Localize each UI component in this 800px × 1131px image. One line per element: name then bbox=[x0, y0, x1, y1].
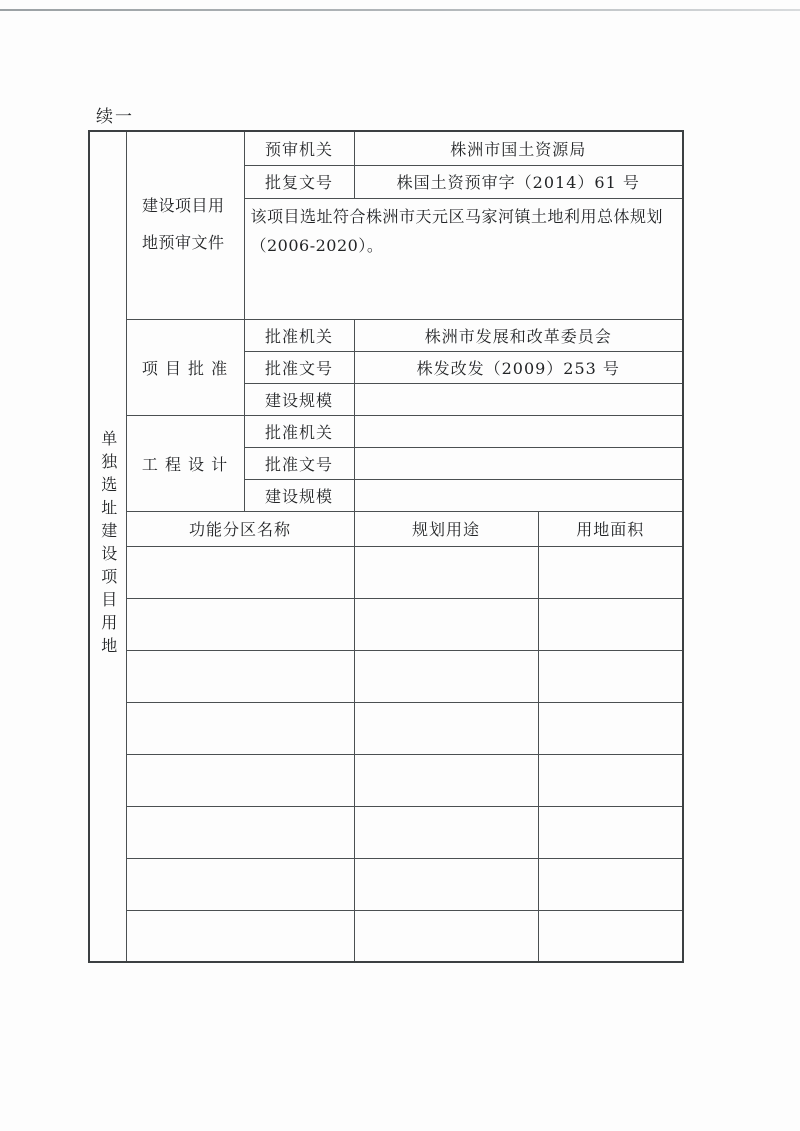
zone-empty-row bbox=[89, 546, 683, 598]
zone-planned-use-cell bbox=[354, 754, 538, 806]
project-approval-doc-number-field: 批准文号 bbox=[244, 351, 354, 383]
zone-land-area-cell bbox=[538, 598, 683, 650]
zone-empty-row bbox=[89, 858, 683, 910]
preliminary-review-agency-row bbox=[89, 131, 683, 165]
zone-empty-row bbox=[89, 754, 683, 806]
form-table-body bbox=[89, 131, 683, 962]
project-approval-scale-field: 建设规模 bbox=[244, 383, 354, 415]
zone-planned-use-cell bbox=[354, 910, 538, 962]
zone-empty-row bbox=[89, 702, 683, 754]
continuation-label: 续一 bbox=[96, 107, 134, 127]
zone-land-area-cell bbox=[538, 858, 683, 910]
zone-name-cell bbox=[126, 910, 354, 962]
section-engineering-design-label-cell bbox=[126, 415, 244, 511]
site-selection-remark: 该项目选址符合株洲市天元区马家河镇土地利用总体规划（2006-2020）。 bbox=[244, 198, 683, 319]
land-use-form-table bbox=[88, 130, 684, 963]
group-label-cell bbox=[89, 131, 126, 962]
zone-empty-row bbox=[89, 910, 683, 962]
zone-name-cell bbox=[126, 858, 354, 910]
engineering-design-doc-number-field: 批准文号 bbox=[244, 447, 354, 479]
preliminary-review-agency-value: 株洲市国土资源局 bbox=[354, 131, 683, 165]
zone-name-cell bbox=[126, 806, 354, 858]
engineering-design-scale-field: 建设规模 bbox=[244, 479, 354, 511]
zone-table-header-row bbox=[89, 511, 683, 546]
zone-land-area-cell bbox=[538, 806, 683, 858]
section-engineering-design-label: 工 程 设 计 bbox=[141, 454, 229, 474]
project-approval-agency-value: 株洲市发展和改革委员会 bbox=[354, 319, 683, 351]
section-project-approval-label: 项 目 批 准 bbox=[141, 358, 229, 378]
zone-header-land-area: 用地面积 bbox=[538, 511, 683, 546]
engineering-design-agency-value bbox=[354, 415, 683, 447]
zone-planned-use-cell bbox=[354, 702, 538, 754]
zone-planned-use-cell bbox=[354, 806, 538, 858]
zone-land-area-cell bbox=[538, 702, 683, 754]
group-label: 单独选址建设项目用地 bbox=[98, 429, 118, 660]
zone-empty-row bbox=[89, 650, 683, 702]
zone-land-area-cell bbox=[538, 910, 683, 962]
zone-planned-use-cell bbox=[354, 858, 538, 910]
scan-artifact-line bbox=[0, 9, 800, 11]
zone-land-area-cell bbox=[538, 546, 683, 598]
project-approval-scale-value bbox=[354, 383, 683, 415]
engineering-design-agency-row bbox=[89, 415, 683, 447]
preliminary-review-agency-field: 预审机关 bbox=[244, 131, 354, 165]
zone-planned-use-cell bbox=[354, 598, 538, 650]
reply-doc-number-field: 批复文号 bbox=[244, 165, 354, 198]
section-project-approval-label-cell bbox=[126, 319, 244, 415]
zone-planned-use-cell bbox=[354, 546, 538, 598]
zone-land-area-cell bbox=[538, 650, 683, 702]
engineering-design-scale-value bbox=[354, 479, 683, 511]
project-approval-doc-number-value: 株发改发（2009）253 号 bbox=[354, 351, 683, 383]
reply-doc-number-value: 株国土资预审字（2014）61 号 bbox=[354, 165, 683, 198]
project-approval-agency-row bbox=[89, 319, 683, 351]
section-preliminary-review-label: 建设项目用地预审文件 bbox=[142, 196, 225, 253]
zone-header-name: 功能分区名称 bbox=[126, 511, 354, 546]
zone-name-cell bbox=[126, 754, 354, 806]
zone-planned-use-cell bbox=[354, 650, 538, 702]
zone-empty-row bbox=[89, 806, 683, 858]
engineering-design-doc-number-value bbox=[354, 447, 683, 479]
zone-name-cell bbox=[126, 546, 354, 598]
zone-name-cell bbox=[126, 702, 354, 754]
zone-land-area-cell bbox=[538, 754, 683, 806]
zone-name-cell bbox=[126, 598, 354, 650]
engineering-design-agency-field: 批准机关 bbox=[244, 415, 354, 447]
zone-empty-row bbox=[89, 598, 683, 650]
zone-name-cell bbox=[126, 650, 354, 702]
project-approval-agency-field: 批准机关 bbox=[244, 319, 354, 351]
section-preliminary-review-label-cell bbox=[126, 131, 244, 319]
zone-header-planned-use: 规划用途 bbox=[354, 511, 538, 546]
